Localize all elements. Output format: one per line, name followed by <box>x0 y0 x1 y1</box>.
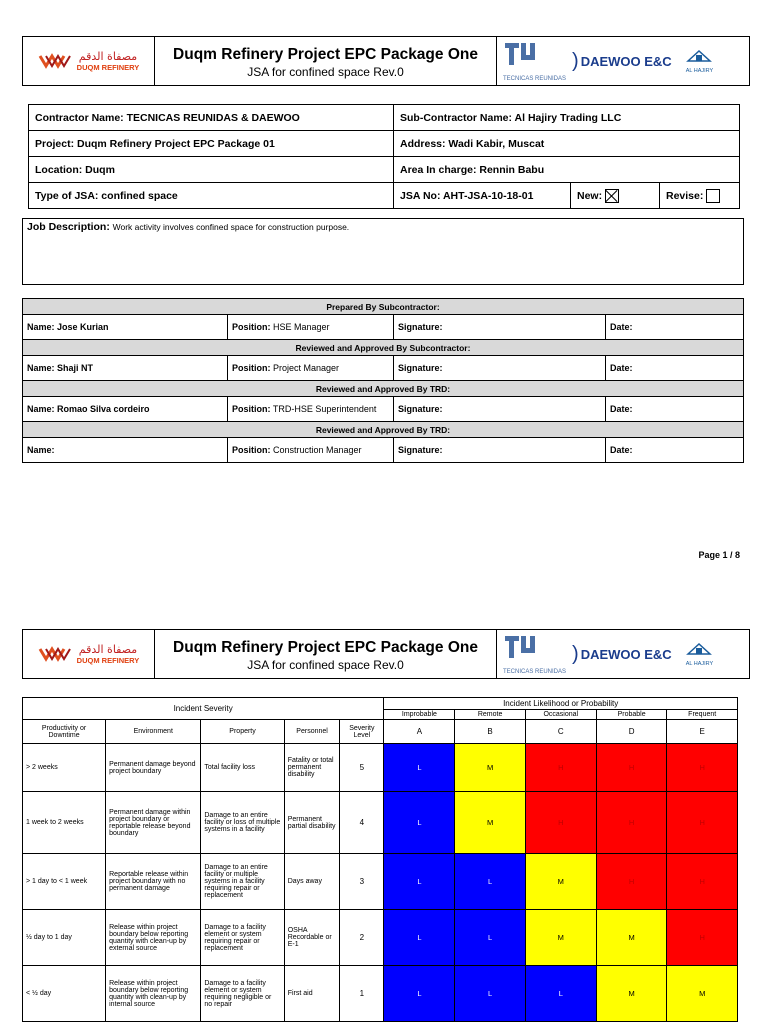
likelihood-header: Frequent <box>667 710 738 720</box>
downtime-cell: < ½ day <box>23 966 106 1022</box>
likelihood-header: Improbable <box>384 710 455 720</box>
tr-logo-text: TECNICAS REUNIDAS <box>503 75 567 82</box>
new-checkbox[interactable] <box>605 189 619 203</box>
page-header-2 <box>22 629 750 679</box>
downtime-cell: > 1 day to < 1 week <box>23 854 106 910</box>
duqm-wave-icon <box>38 645 74 663</box>
risk-rating-cell: L <box>384 792 455 854</box>
risk-row <box>23 966 738 1022</box>
risk-rating-cell: M <box>525 910 596 966</box>
risk-rating-cell: M <box>596 966 667 1022</box>
col-header-downtime: Productivity or Downtime <box>23 720 106 744</box>
severity-level-cell: 5 <box>340 744 384 792</box>
duqm-refinery-logo <box>23 37 155 85</box>
risk-rating-cell: M <box>525 854 596 910</box>
jsa-info-table <box>28 104 740 209</box>
logo-text: DUQM REFINERY <box>76 656 140 665</box>
signoff-row <box>23 397 744 422</box>
property-cell: Total facility loss <box>201 744 284 792</box>
col-header-severity: Severity Level <box>340 720 384 744</box>
severity-level-cell: 3 <box>340 854 384 910</box>
likelihood-letter: D <box>596 720 667 744</box>
jsa-number: JSA No: AHT-JSA-10-18-01 <box>394 183 571 209</box>
page-header <box>22 36 750 86</box>
signoff-row <box>23 438 744 463</box>
signoff-date: Date: <box>606 356 744 381</box>
property-cell: Damage to an entire facility or loss of multiple systems in a facility <box>201 792 284 854</box>
property-cell: Damage to a facility element or system requiring repair or replacement <box>201 910 284 966</box>
personnel-cell: Days away <box>284 854 340 910</box>
risk-rating-cell: M <box>667 966 738 1022</box>
risk-row <box>23 910 738 966</box>
risk-rating-cell: H <box>667 792 738 854</box>
daewoo-bracket-icon: ) <box>572 49 579 72</box>
subcontractor-name: Sub-Contractor Name: Al Hajiry Trading LLC <box>394 105 740 131</box>
daewoo-logo-text: DAEWOO E&C <box>580 646 672 662</box>
likelihood-letter: C <box>525 720 596 744</box>
severity-level-cell: 1 <box>340 966 384 1022</box>
risk-rating-cell: H <box>596 854 667 910</box>
tr-logo-icon <box>503 41 541 71</box>
page-subtitle: JSA for confined space Rev.0 <box>247 65 404 79</box>
new-label: New: <box>577 189 603 202</box>
environment-cell: Reportable release within project boundary with no permanent damage <box>106 854 201 910</box>
address: Address: Wadi Kabir, Muscat <box>394 131 740 157</box>
hajiry-logo-icon <box>686 49 712 63</box>
likelihood-header: Occasional <box>525 710 596 720</box>
hajiry-logo-text: AL HAJIRY <box>685 660 714 667</box>
risk-rating-cell: L <box>384 966 455 1022</box>
col-header-environment: Environment <box>106 720 201 744</box>
hajiry-logo-icon <box>686 642 712 656</box>
personnel-cell: Permanent partial disability <box>284 792 340 854</box>
signoff-band: Reviewed and Approved By TRD: <box>23 381 744 397</box>
signoff-band: Prepared By Subcontractor: <box>23 299 744 315</box>
likelihood-title: Incident Likelihood or Probability <box>384 698 738 710</box>
signoff-name: Name: Shaji NT <box>23 356 228 381</box>
risk-rating-cell: L <box>455 910 525 966</box>
logo-arabic: مصفاة الدقم <box>78 50 138 63</box>
severity-level-cell: 2 <box>340 910 384 966</box>
daewoo-bracket-icon: ) <box>572 642 579 665</box>
personnel-cell: OSHA Recordable or E-1 <box>284 910 340 966</box>
signoff-date: Date: <box>606 438 744 463</box>
revise-field <box>660 183 740 209</box>
risk-rating-cell: L <box>455 854 525 910</box>
risk-rating-cell: H <box>596 792 667 854</box>
partner-logos <box>497 630 749 678</box>
signoff-signature: Signature: <box>394 397 606 422</box>
risk-matrix-table <box>22 697 738 1022</box>
severity-level-cell: 4 <box>340 792 384 854</box>
contractor-name: Contractor Name: TECNICAS REUNIDAS & DAEWOO <box>29 105 394 131</box>
job-description-box <box>22 218 744 285</box>
risk-rating-cell: H <box>525 744 596 792</box>
risk-rating-cell: L <box>384 854 455 910</box>
hajiry-logo-text: AL HAJIRY <box>685 67 714 74</box>
signoff-signature: Signature: <box>394 438 606 463</box>
signoff-row <box>23 356 744 381</box>
likelihood-letter: A <box>384 720 455 744</box>
risk-rating-cell: H <box>667 910 738 966</box>
project-name: Project: Duqm Refinery Project EPC Package 01 <box>29 131 394 157</box>
property-cell: Damage to a facility element or system requiring negligible or no repair <box>201 966 284 1022</box>
jsa-type: Type of JSA: confined space <box>29 183 394 209</box>
risk-rating-cell: L <box>455 966 525 1022</box>
signoff-name: Name: Romao Silva cordeiro <box>23 397 228 422</box>
page-title: Duqm Refinery Project EPC Package One <box>173 639 478 656</box>
environment-cell: Release within project boundary below reporting quantity with clean-up by internal source <box>106 966 201 1022</box>
signoff-position: Position: Construction Manager <box>228 438 394 463</box>
col-header-personnel: Personnel <box>284 720 340 744</box>
tr-logo-text: TECNICAS REUNIDAS <box>503 668 567 675</box>
risk-rating-cell: L <box>384 910 455 966</box>
signoff-band: Reviewed and Approved By TRD: <box>23 422 744 438</box>
signoff-name: Name: Jose Kurian <box>23 315 228 340</box>
risk-row <box>23 854 738 910</box>
severity-title: Incident Severity <box>23 698 384 720</box>
likelihood-letter: B <box>455 720 525 744</box>
signoff-name: Name: <box>23 438 228 463</box>
downtime-cell: ½ day to 1 day <box>23 910 106 966</box>
likelihood-header: Remote <box>455 710 525 720</box>
risk-row <box>23 792 738 854</box>
daewoo-logo-text: DAEWOO E&C <box>580 53 672 69</box>
risk-rating-cell: M <box>455 744 525 792</box>
risk-rating-cell: M <box>596 910 667 966</box>
area-in-charge: Area In charge: Rennin Babu <box>394 157 740 183</box>
risk-rating-cell: M <box>455 792 525 854</box>
likelihood-letter: E <box>667 720 738 744</box>
risk-rating-cell: H <box>596 744 667 792</box>
duqm-refinery-logo <box>23 630 155 678</box>
signoff-row <box>23 315 744 340</box>
environment-cell: Permanent damage beyond project boundary <box>106 744 201 792</box>
job-description-label: Job Description: <box>27 221 110 233</box>
personnel-cell: First aid <box>284 966 340 1022</box>
signoff-date: Date: <box>606 397 744 422</box>
risk-row <box>23 744 738 792</box>
risk-rating-cell: L <box>525 966 596 1022</box>
col-header-property: Property <box>201 720 284 744</box>
downtime-cell: 1 week to 2 weeks <box>23 792 106 854</box>
signoff-position: Position: Project Manager <box>228 356 394 381</box>
tr-logo-icon <box>503 634 541 664</box>
duqm-wave-icon <box>38 52 74 70</box>
logo-arabic: مصفاة الدقم <box>78 643 138 656</box>
risk-rating-cell: H <box>667 744 738 792</box>
signoff-band: Reviewed and Approved By Subcontractor: <box>23 340 744 356</box>
logo-text: DUQM REFINERY <box>76 63 140 72</box>
signoff-table <box>22 298 744 463</box>
signoff-signature: Signature: <box>394 315 606 340</box>
downtime-cell: > 2 weeks <box>23 744 106 792</box>
revise-label: Revise: <box>666 189 704 202</box>
property-cell: Damage to an entire facility or multiple systems in a facility requiring repair or replacement <box>201 854 284 910</box>
signoff-signature: Signature: <box>394 356 606 381</box>
signoff-position: Position: TRD-HSE Superintendent <box>228 397 394 422</box>
page-subtitle: JSA for confined space Rev.0 <box>247 658 404 672</box>
likelihood-header: Probable <box>596 710 667 720</box>
signoff-position: Position: HSE Manager <box>228 315 394 340</box>
job-description-text: Work activity involves confined space for construction purpose. <box>112 222 350 232</box>
risk-rating-cell: L <box>384 744 455 792</box>
revise-checkbox[interactable] <box>706 189 720 203</box>
page-title: Duqm Refinery Project EPC Package One <box>173 46 478 63</box>
signoff-date: Date: <box>606 315 744 340</box>
environment-cell: Release within project boundary below reporting quantity with clean-up by external source <box>106 910 201 966</box>
location: Location: Duqm <box>29 157 394 183</box>
risk-rating-cell: H <box>525 792 596 854</box>
new-field <box>571 183 660 209</box>
environment-cell: Permanent damage within project boundary or reportable release beyond boundary <box>106 792 201 854</box>
page-number: Page 1 / 8 <box>698 550 740 560</box>
personnel-cell: Fatality or total permanent disability <box>284 744 340 792</box>
risk-rating-cell: H <box>667 854 738 910</box>
partner-logos <box>497 37 749 85</box>
